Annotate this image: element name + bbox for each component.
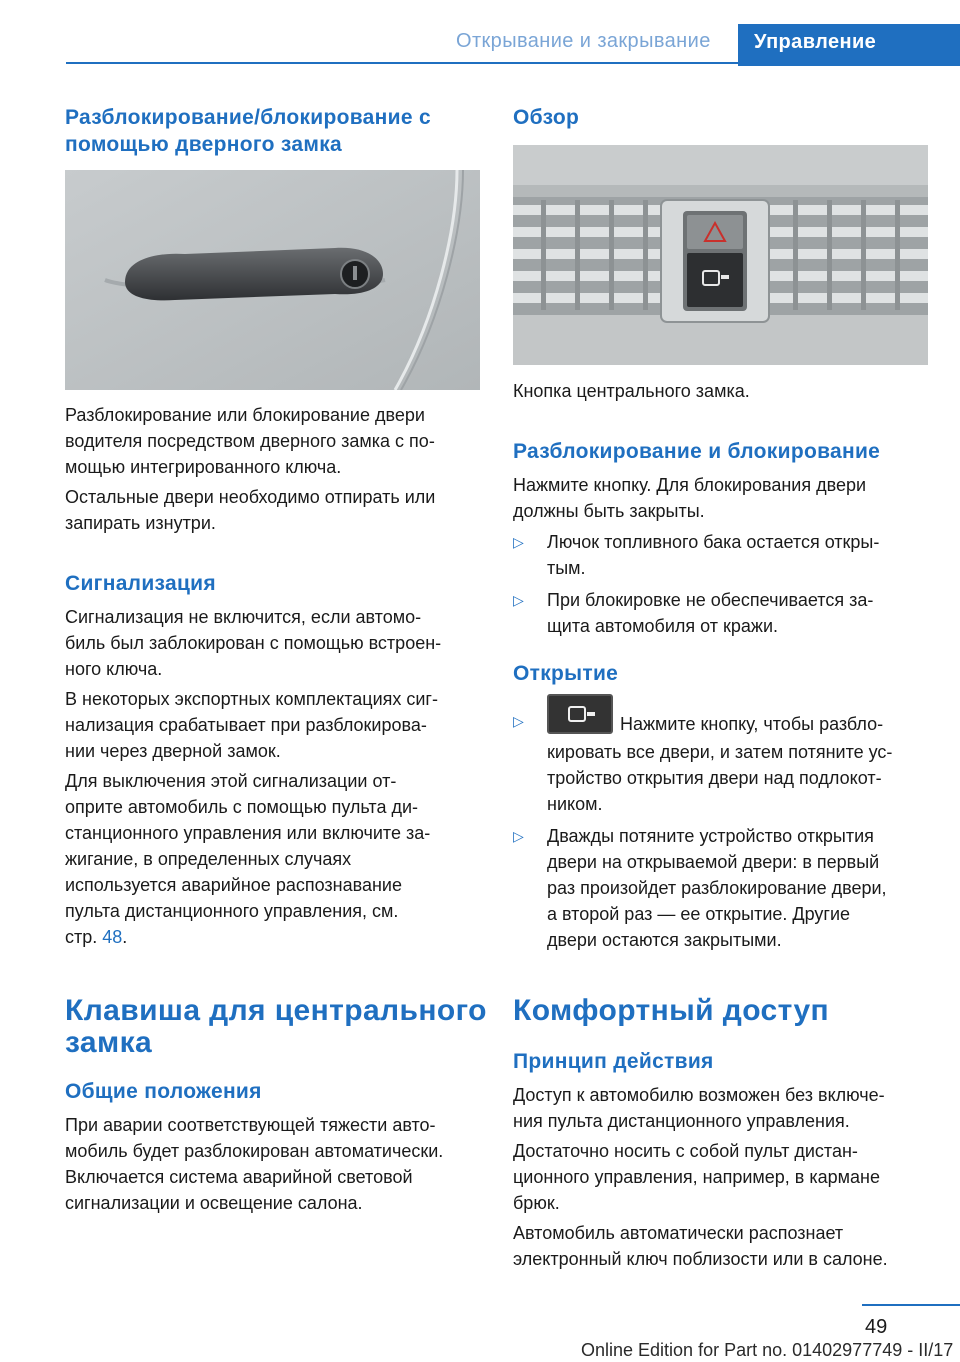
bullet-3-line-3: тройство открытия двери над подлокот- [547, 768, 882, 788]
heading-general: Общие положения [65, 1080, 262, 1103]
image-caption: Кнопка центрального замка. [513, 381, 750, 401]
text-alarm-2-line-2: нализация срабатывает при разблокирова- [65, 715, 427, 735]
text-general-line-2: мобиль будет разблокирован автоматически. [65, 1141, 444, 1161]
heading-central-lock-line-2: замка [65, 1026, 153, 1059]
text-alarm-3-line-6: пульта дистанционного управления, см. [65, 901, 399, 921]
text-alarm-3-line-7 [65, 924, 127, 950]
text-general-line-4: сигнализации и освещение салона. [65, 1193, 363, 1213]
text-comfort-2-line-2: ционного управления, например, в кармане [513, 1167, 880, 1187]
triangle-right-icon: ▷ [513, 534, 524, 550]
door-handle-image [65, 170, 480, 390]
text-alarm-3-line-1: Для выключения этой сигнализации от- [65, 771, 397, 791]
text-alarm-2-line-3: нии через дверной замок. [65, 741, 281, 761]
heading-overview: Обзор [513, 106, 580, 129]
page-ref-period: . [122, 927, 128, 947]
bullet-4-line-4: а второй раз — ее открытие. Другие [547, 904, 851, 924]
heading-alarm: Сигнализация [65, 572, 216, 595]
bullet-2-line-1: При блокировке не обеспечивается за- [547, 590, 874, 610]
header-tab-label: Управление [754, 31, 877, 53]
bullet-4-line-2: двери на открываемой двери: в первый [547, 852, 880, 872]
text-alarm-3-line-2: оприте автомобиль с помощью пульта ди- [65, 797, 419, 817]
text-comfort-1-line-1: Доступ к автомобилю возможен без включе- [513, 1085, 885, 1105]
text-unlock-line-1: Нажмите кнопку. Для блокирования двери [513, 475, 867, 495]
text-door-lock-2-line-2: запирать изнутри. [65, 513, 216, 533]
text-comfort-2-line-1: Достаточно носить с собой пульт дистан- [513, 1141, 858, 1161]
edition-text: Online Edition for Part no. 01402977749 - II/17 [581, 1340, 954, 1360]
central-lock-button-image [513, 145, 928, 365]
bullet-3-line-1: Нажмите кнопку, чтобы разбло- [620, 714, 884, 734]
text-alarm-3-line-5: используется аварийное распознавание [65, 875, 402, 895]
text-alarm-2-line-1: В некоторых экспортных комплектациях сиг- [65, 689, 438, 709]
bullet-4-line-5: двери остаются закрытыми. [547, 930, 782, 950]
heading-principle: Принцип действия [513, 1050, 714, 1073]
bullet-1-line-2: тым. [547, 558, 586, 578]
text-general-line-3: Включается система аварийной световой [65, 1167, 413, 1187]
text-comfort-2-line-3: брюк. [513, 1193, 560, 1213]
page-link-48[interactable]: 48 [102, 927, 123, 947]
lock-door-button-icon [547, 694, 613, 734]
page-ref-prefix: стр. [65, 927, 103, 947]
header-tab [738, 24, 960, 66]
bullet-3-line-2: кировать все двери, и затем потяните ус- [547, 742, 893, 762]
text-comfort-1-line-2: ния пульта дистанционного управления. [513, 1111, 850, 1131]
heading-central-lock-line-1: Клавиша для центрального [65, 994, 487, 1027]
text-door-lock-1-line-3: мощью интегрированного ключа. [65, 457, 342, 477]
text-general-line-1: При аварии соответствующей тяжести авто- [65, 1115, 436, 1135]
triangle-right-icon: ▷ [513, 592, 524, 608]
text-comfort-3-line-2: электронный ключ поблизости или в салоне. [513, 1249, 888, 1269]
heading-unlock-lock: Разблокирование и блокирование [513, 440, 881, 463]
text-door-lock-1-line-1: Разблокирование или блокирование двери [65, 405, 425, 425]
bullet-1-line-1: Лючок топливного бака остается откры- [547, 532, 880, 552]
triangle-right-icon: ▷ [513, 713, 524, 729]
heading-door-lock: Разблокирование/блокирование с помощью дверного замка [65, 106, 431, 156]
heading-opening: Открытие [513, 662, 619, 685]
text-door-lock-2-line-1: Остальные двери необходимо отпирать или [65, 487, 436, 507]
header-section-title: Открывание и закрывание [456, 30, 711, 52]
text-alarm-1-line-1: Сигнализация не включится, если автомо- [65, 607, 422, 627]
text-unlock-line-2: должны быть закрыты. [513, 501, 705, 521]
bullet-4-line-3: раз произойдет разблокирование двери, [547, 878, 887, 898]
page-number: 49 [865, 1316, 888, 1338]
bullet-2-line-2: щита автомобиля от кражи. [547, 616, 779, 636]
text-alarm-1-line-3: ного ключа. [65, 659, 163, 679]
triangle-right-icon: ▷ [513, 828, 524, 844]
heading-comfort-access: Комфортный доступ [513, 994, 830, 1027]
footer-rule [862, 1304, 960, 1306]
text-comfort-3-line-1: Автомобиль автоматически распознает [513, 1223, 844, 1243]
text-door-lock-1-line-2: водителя посредством дверного замка с по- [65, 431, 435, 451]
text-alarm-3-line-4: жигание, в определенных случаях [65, 849, 352, 869]
text-alarm-3-line-3: станционного управления или включите за- [65, 823, 431, 843]
text-alarm-1-line-2: биль был заблокирован с помощью встроен- [65, 633, 442, 653]
bullet-4-line-1: Дважды потяните устройство открытия [547, 826, 874, 846]
header-rule [66, 62, 738, 64]
bullet-3-line-4: ником. [547, 794, 603, 814]
